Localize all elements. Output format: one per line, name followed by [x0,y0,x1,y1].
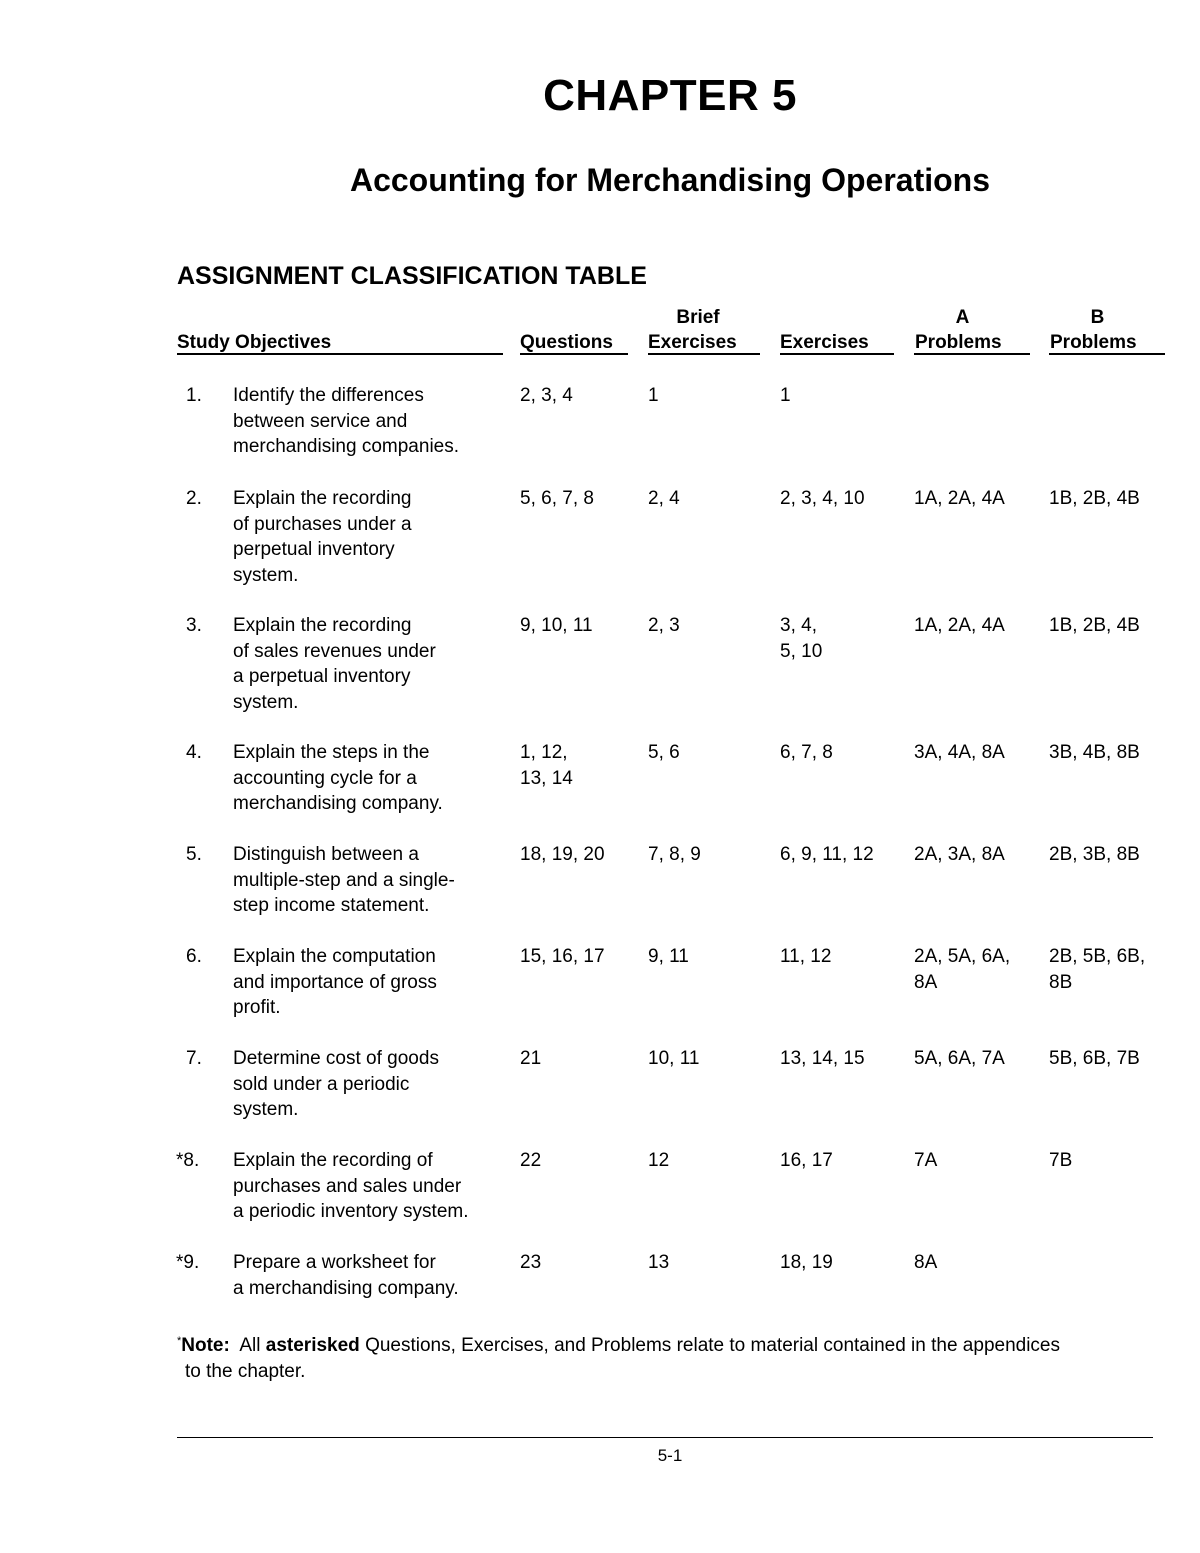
row-4-b-problems: 3B, 4B, 8B [1049,742,1140,763]
row-3-exercises: 3, 4, 5, 10 [780,615,823,662]
row-2-brief-exercises: 2, 4 [648,488,680,509]
row-6-brief-exercises: 9, 11 [648,946,689,967]
row-2-number: 2. [186,488,202,509]
row-3-a-problems: 1A, 2A, 4A [914,615,1005,636]
row-2-questions: 5, 6, 7, 8 [520,488,594,509]
row-9-a-problems: 8A [914,1252,938,1273]
row-7-b-problems: 5B, 6B, 7B [1049,1048,1140,1069]
footnote-text: Questions, Exercises, and Problems relate to material contained in the appendices [365,1335,1061,1356]
row-9-objective: Prepare a worksheet for a merchandising company. [233,1252,459,1299]
row-7-a-problems: 5A, 6A, 7A [914,1048,1005,1069]
footnote-emphasis: asterisked [265,1335,360,1356]
row-8-number: *8. [176,1150,200,1171]
footnote-line-1 [177,1328,1177,1359]
header-study-objectives: Study Objectives [177,332,332,353]
row-4-objective: Explain the steps in the accounting cycle for a merchandising company. [233,742,443,814]
page-number: 5-1 [657,1446,683,1465]
row-8-objective: Explain the recording of purchases and sales under a periodic inventory system. [233,1150,469,1222]
row-2-b-problems: 1B, 2B, 4B [1049,488,1140,509]
row-4-brief-exercises: 5, 6 [648,742,680,763]
header-b-top: B [1090,307,1105,328]
row-8-b-problems: 7B [1049,1150,1073,1171]
chapter-title: CHAPTER 5 [543,71,797,120]
header-exercises: Exercises [780,332,869,353]
row-8-a-problems: 7A [914,1150,938,1171]
row-5-brief-exercises: 7, 8, 9 [648,844,701,865]
row-3-objective: Explain the recording of sales revenues under a perpetual inventory system. [233,615,436,713]
header-rule-questions [520,353,628,355]
row-4-exercises: 6, 7, 8 [780,742,833,763]
header-b-problems: Problems [1050,332,1137,353]
row-2-exercises: 2, 3, 4, 10 [780,488,865,509]
header-rule-objectives [177,353,503,355]
row-5-b-problems: 2B, 3B, 8B [1049,844,1140,865]
row-4-questions: 1, 12, 13, 14 [520,742,573,789]
chapter-subtitle: Accounting for Merchandising Operations [349,162,991,198]
row-5-a-problems: 2A, 3A, 8A [914,844,1005,865]
header-a-top: A [955,307,970,328]
row-9-questions: 23 [520,1252,542,1273]
row-9-brief-exercises: 13 [648,1252,670,1273]
row-7-brief-exercises: 10, 11 [648,1048,700,1069]
footnote-all: All [239,1335,261,1356]
header-brief-top: Brief [676,307,720,328]
row-3-questions: 9, 10, 11 [520,615,593,636]
row-5-exercises: 6, 9, 11, 12 [780,844,874,865]
row-1-objective: Identify the differences between service and merchandising companies. [233,385,460,457]
row-1-questions: 2, 3, 4 [520,385,573,406]
row-9-exercises: 18, 19 [780,1252,833,1273]
row-6-questions: 15, 16, 17 [520,946,605,967]
row-6-number: 6. [186,946,202,967]
row-5-objective: Distinguish between a multiple-step and a single- step income statement. [233,844,455,916]
row-7-exercises: 13, 14, 15 [780,1048,865,1069]
row-7-objective: Determine cost of goods sold under a periodic system. [233,1048,439,1120]
footer-rule [177,1437,1153,1438]
header-questions: Questions [520,332,613,353]
header-a-problems: Problems [915,332,1002,353]
row-3-brief-exercises: 2, 3 [648,615,680,636]
row-1-number: 1. [186,385,202,406]
footnote [177,1328,1177,1385]
row-4-number: 4. [186,742,202,763]
row-9-number: *9. [176,1252,200,1273]
footnote-star: * [177,1335,182,1347]
row-5-number: 5. [186,844,202,865]
header-rule-b [1049,353,1165,355]
row-2-objective: Explain the recording of purchases under a perpetual inventory system. [233,488,412,586]
row-5-questions: 18, 19, 20 [520,844,605,865]
row-2-a-problems: 1A, 2A, 4A [914,488,1005,509]
row-6-exercises: 11, 12 [780,946,832,967]
header-rule-a [914,353,1030,355]
row-7-questions: 21 [520,1048,542,1069]
row-8-questions: 22 [520,1150,542,1171]
row-3-b-problems: 1B, 2B, 4B [1049,615,1140,636]
row-6-b-problems: 2B, 5B, 6B, 8B [1049,946,1146,993]
row-8-brief-exercises: 12 [648,1150,670,1171]
footnote-line-2: to the chapter. [185,1361,306,1382]
table-heading: ASSIGNMENT CLASSIFICATION TABLE [177,262,647,290]
row-7-number: 7. [186,1048,202,1069]
row-8-exercises: 16, 17 [780,1150,833,1171]
row-3-number: 3. [186,615,202,636]
footnote-label: Note: [181,1335,230,1356]
row-6-a-problems: 2A, 5A, 6A, 8A [914,946,1011,993]
header-brief-exercises: Exercises [648,332,737,353]
header-rule-exercises [780,353,894,355]
row-1-brief-exercises: 1 [648,385,659,406]
row-6-objective: Explain the computation and importance of gross profit. [233,946,437,1018]
row-4-a-problems: 3A, 4A, 8A [914,742,1005,763]
header-rule-brief [648,353,760,355]
row-1-exercises: 1 [780,385,791,406]
